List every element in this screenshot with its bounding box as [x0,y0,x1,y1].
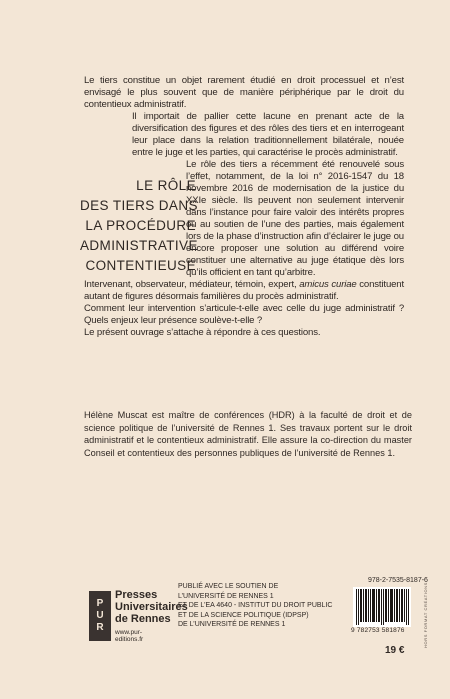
title-line: ADMINISTRATIVE [80,238,198,253]
design-credit: HORS FORMAT CRÉATIONS [423,582,428,648]
title-line: LE RÔLE [136,178,196,193]
publisher-url: www.pur-editions.fr [115,629,144,643]
barcode-icon [353,587,411,627]
price: 19 € [385,645,405,656]
blurb [84,75,404,339]
support-notice [178,582,338,630]
title-line: CONTENTIEUSE [85,258,196,273]
blurb-paragraph: Comment leur intervention s’articule-t-elle avec celle du juge administratif ? Quels enjeux leur présence soulève-t-elle ? [84,303,404,326]
publisher-name-line: Universitaires [115,601,188,613]
title-line: DES TIERS DANS [80,198,198,213]
blurb-text: constituent autant de figures désormais familières du procès administratif. [84,279,405,302]
publisher-logo [89,583,188,645]
blurb-text: Intervenant, observateur, médiateur, témoin, expert, [84,279,300,290]
author-bio: Hélène Muscat est maître de conférences (HDR) à la faculté de droit et de science politique de l’université de Rennes 1. Ses travaux portent sur le droit administratif et le contentieux administratif. Elle assure la co-direction du master Conseil et contentieux des personnes publiques de l’université de Rennes 1. [84,410,412,458]
isbn: 978-2-7535-8187-6 [368,577,428,584]
publisher-name-line: de Rennes [115,613,171,625]
blurb-italic: amicus curiae [299,279,357,290]
blurb-paragraph: Il importait de pallier cette lacune en prenant acte de la diversification des figures et des rôles des tiers et en interrogeant leur place dans la relation traditionnellement bilatérale, nouée entre le juge et les parties, qui caractérise le procès administratif. [132,111,404,158]
logo-letter: R [96,622,104,633]
blurb-paragraph: Le présent ouvrage s’attache à répondre à ces questions. [84,327,321,338]
support-line: PUBLIÉ AVEC LE SOUTIEN DE [178,583,279,590]
support-line: ET DE L’EA 4640 - INSTITUT DU DROIT PUBLIC [178,602,333,609]
blurb-paragraph: Le rôle des tiers a récemment été renouvelé sous l’effet, notamment, de la loi n° 2016-1547 du 18 novembre 2016 de modernisation de la justice du XXIe siècle. Ils peuvent non seulement intervenir dans l’instance pour faire valoir des intérêts propres ou au soutien de l’une des parties, mais également lors de la phase d’instruction afin d’éclairer le juge ou encore proposer une solution au différend voire constituer une alternative au juge étatique dès lors qu’ils officient en tant qu’arbitre. [186,159,404,278]
logo-letter: U [96,610,104,621]
pur-logo-icon [89,591,111,641]
logo-letter: P [96,598,104,609]
blurb-paragraph: Le tiers constitue un objet rarement étudié en droit processuel et n’est envisagé le plus souvent que de manière périphérique par le droit du contentieux administratif. [84,75,404,110]
support-line: ET DE LA SCIENCE POLITIQUE (IDPSP) [178,611,309,619]
publisher-name-line: Presses [115,589,158,601]
support-line: DE L’UNIVERSITÉ DE RENNES 1 [178,621,286,628]
support-line: L’UNIVERSITÉ DE RENNES 1 [178,592,274,600]
barcode-digits: 9 782753 581876 [351,627,405,634]
title-line: LA PROCÉDURE [85,218,196,233]
blurb-paragraph [84,279,404,303]
publisher-name [115,589,188,625]
